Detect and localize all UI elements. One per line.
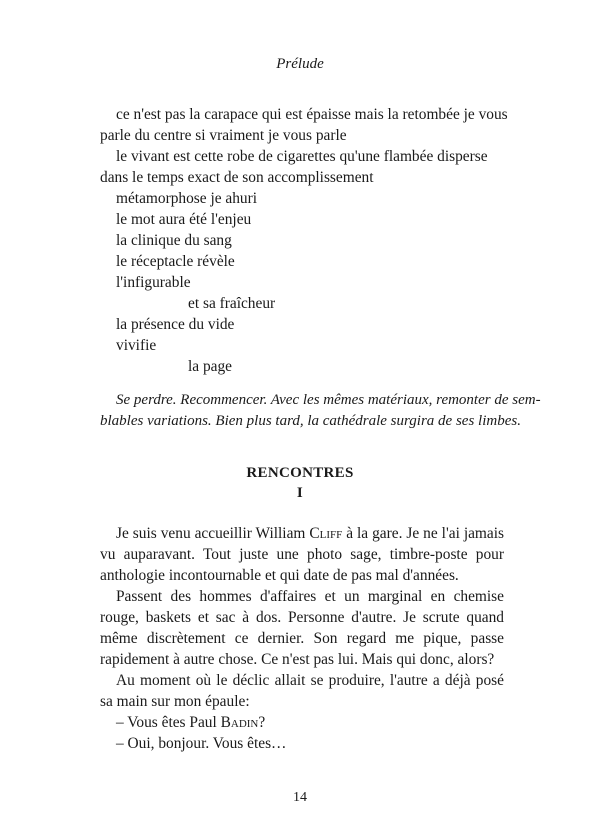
poem-line: le réceptacle révèle [116,253,235,270]
poem-line: ce n'est pas la carapace qui est épaisse mais la retombée je vous [116,106,508,123]
italic-note-line: blables variations. Bien plus tard, la cathédrale surgira de ses limbes. [100,413,521,429]
poem-line: parle du centre si vraiment je vous parle [100,127,347,144]
page-number: 14 [293,790,307,805]
poem-line: dans le temps exact de son accomplissement [100,169,374,186]
poem-line: métamorphose je ahuri [116,190,258,207]
paragraph-text: à la gare. Je ne l'ai jamais vu auparavant. Tout juste une photo sage, timbre-poste pour anthologie incontournable et qui date de pas mal d'années. [100,525,504,584]
paragraph-text: Je suis venu accueillir William [116,525,310,542]
section-title: RENCONTRES [246,465,354,481]
dialogue-text: ? [258,714,266,731]
poem-line: le vivant est cette robe de cigarettes qu'une flambée disperse [116,148,488,165]
poem-line: et sa fraîcheur [188,295,276,312]
section-number: I [296,485,304,501]
dialogue-line: – Oui, bonjour. Vous êtes… [116,735,287,752]
poem-line: l'infigurable [116,274,191,291]
paragraph: Au moment où le déclic allait se produire, l'autre a déjà posé sa main sur mon épaule: [100,672,504,710]
running-header: Prélude [276,56,324,72]
paragraph [100,523,504,586]
poem-line: la clinique du sang [116,232,232,249]
poem-line: la page [188,358,233,375]
author-name: Cliff [309,525,343,542]
dialogue-line [116,714,265,732]
poem-line: vivifie [116,337,157,354]
dialogue-text: – Vous êtes Paul [116,714,221,731]
person-name: Badin [220,714,259,731]
poem-line: le mot aura été l'enjeu [116,211,252,228]
poem-line: la présence du vide [116,316,235,333]
paragraph: Passent des hommes d'affaires et un marginal en chemise rouge, baskets et sac à dos. Personne d'autre. Je scrute quand même discrètement ce dernier. Son regard me pique, passe rapidement à autre chose. Ce n'est pas lui. Mais qui donc, alors? [100,588,504,668]
italic-note-line: Se perdre. Recommencer. Avec les mêmes matériaux, remonter de sem- [116,392,541,408]
